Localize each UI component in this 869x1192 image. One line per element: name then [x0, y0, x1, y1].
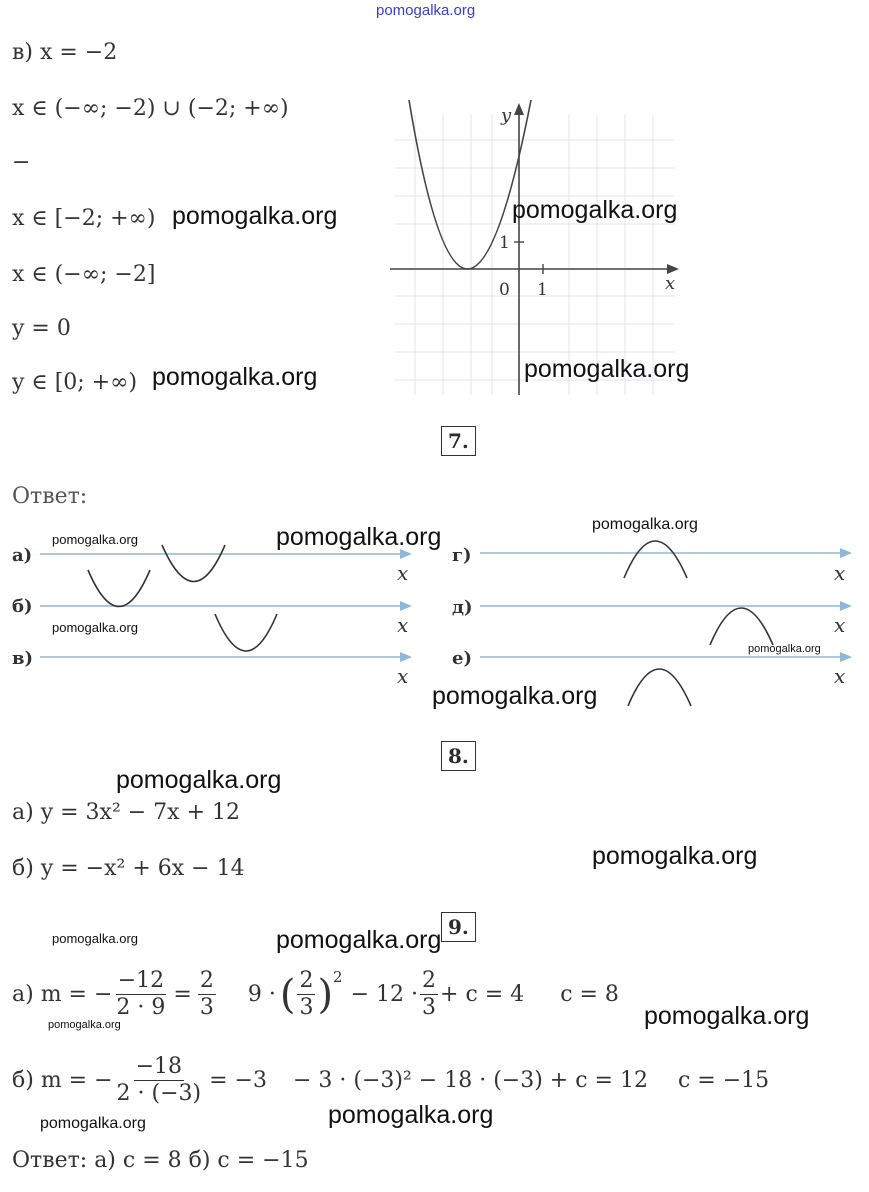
task-7-number: 7.	[441, 426, 476, 456]
task-8-number: 8.	[441, 741, 476, 771]
label-v: в)	[12, 648, 34, 669]
parabola-g	[624, 541, 687, 578]
part-v-line6: y = 0	[12, 316, 71, 341]
task-9-a-calc-mid: − 12 ·	[350, 982, 419, 1007]
task-9-a-prefix: а) m = −	[12, 982, 113, 1007]
parabola-d	[710, 608, 773, 645]
y-axis-arrow	[514, 103, 524, 115]
watermark-12: pomogalka.org	[328, 1101, 494, 1129]
x-label-v: x	[397, 664, 409, 688]
part-v-line3: −	[12, 150, 31, 175]
x-label-g: x	[834, 561, 846, 585]
task-9-a-rparen: )	[317, 971, 334, 1018]
watermark-small-1: pomogalka.org	[52, 532, 138, 547]
part-v-line4: x ∈ [−2; +∞)	[12, 206, 156, 231]
task-7-answer-label: Ответ:	[12, 484, 88, 509]
graph-grid	[395, 115, 678, 395]
task-9-b-line	[12, 1054, 769, 1107]
watermark-6: pomogalka.org	[592, 516, 698, 533]
task-9-a-paren-den: 3	[299, 995, 314, 1020]
x-axis-label: x	[665, 273, 676, 294]
task-9-a-frac1	[114, 968, 167, 1021]
task-8-b: б) y = −x² + 6x − 14	[12, 856, 245, 881]
task-9-b-frac-num: −18	[135, 1054, 183, 1079]
label-a: а)	[12, 545, 33, 566]
watermark-4: pomogalka.org	[524, 355, 690, 383]
arrow-g	[840, 548, 852, 558]
part-v-line1: в) x = −2	[12, 40, 118, 65]
parabola-v	[215, 614, 277, 651]
y-axis-label: y	[501, 105, 512, 126]
watermark-small-2: pomogalka.org	[52, 620, 138, 635]
task-9-a-paren-frac	[297, 968, 315, 1021]
watermark-small-5: pomogalka.org	[48, 1019, 121, 1031]
task-9-a-eq: =	[173, 982, 192, 1007]
task-9-a-calc-start: 9 ·	[247, 982, 276, 1007]
task-9-a-frac3-den: 3	[422, 995, 437, 1020]
parabola-b	[88, 570, 150, 607]
arrow-b	[400, 601, 412, 611]
task-9-a-frac1-num: −12	[117, 968, 165, 993]
task-9-b-calc: − 3 · (−3)² − 18 · (−3) + c = 12	[292, 1068, 648, 1093]
arrow-e	[840, 652, 852, 662]
task-9-b-result: c = −15	[677, 1068, 770, 1093]
task-9-a-pow: 2	[333, 968, 343, 986]
task-9-a-paren-num: 2	[299, 968, 314, 993]
x-label-b: x	[397, 613, 409, 637]
task-9-a-result: c = 8	[560, 982, 619, 1007]
label-d: д)	[452, 597, 473, 618]
task-9-a-frac3	[420, 968, 438, 1021]
task-9-a-frac3-num: 2	[422, 968, 437, 993]
task-9-number: 9.	[441, 912, 476, 942]
origin-label: 0	[499, 280, 510, 300]
label-e: е)	[452, 648, 472, 669]
watermark-11: pomogalka.org	[644, 1002, 810, 1030]
x-tick-label: 1	[537, 280, 548, 300]
y-tick-label: 1	[499, 233, 510, 253]
label-g: г)	[452, 545, 472, 566]
parabola-curve	[409, 100, 531, 269]
task-9-b-eq: = −3	[209, 1068, 267, 1093]
task-9-answer: Ответ: а) c = 8 б) c = −15	[12, 1148, 309, 1173]
watermark-2: pomogalka.org	[152, 363, 318, 391]
watermark-5: pomogalka.org	[276, 523, 442, 551]
watermark-small-3: pomogalka.org	[748, 643, 821, 655]
task-9-a-frac1-den: 2 · 9	[116, 995, 166, 1020]
x-label-a: x	[397, 561, 409, 585]
header-watermark: pomogalka.org	[376, 2, 476, 19]
task-9-a-frac2-num: 2	[199, 968, 214, 993]
watermark-13: pomogalka.org	[40, 1115, 146, 1132]
watermark-3: pomogalka.org	[512, 196, 678, 224]
task-9-a-frac2	[198, 968, 216, 1021]
x-label-d: x	[834, 613, 846, 637]
task-9-a-line	[12, 968, 619, 1021]
parabola-a	[162, 545, 225, 582]
task-9-a-calc-end: + c = 4	[440, 982, 525, 1007]
watermark-10: pomogalka.org	[276, 926, 442, 954]
watermark-7: pomogalka.org	[432, 682, 598, 710]
task-9-a-lparen: (	[279, 971, 296, 1018]
task-9-a-frac2-den: 3	[199, 995, 214, 1020]
arrow-v	[400, 652, 412, 662]
task-8-a: а) y = 3x² − 7x + 12	[12, 800, 241, 825]
part-v-line2: x ∈ (−∞; −2) ∪ (−2; +∞)	[12, 96, 289, 121]
watermark-1: pomogalka.org	[172, 202, 338, 230]
task-9-b-prefix: б) m = −	[12, 1068, 113, 1093]
watermark-8: pomogalka.org	[116, 766, 282, 794]
label-b: б)	[12, 596, 33, 617]
task-9-b-frac	[115, 1054, 204, 1107]
watermark-small-4: pomogalka.org	[52, 931, 138, 946]
arrow-a	[400, 549, 412, 559]
part-v-line5: x ∈ (−∞; −2]	[12, 262, 156, 287]
part-v-line7: y ∈ [0; +∞)	[12, 370, 138, 395]
watermark-9: pomogalka.org	[592, 842, 758, 870]
x-label-e: x	[834, 664, 846, 688]
task-9-b-frac-den: 2 · (−3)	[116, 1081, 202, 1106]
parabola-e	[628, 669, 691, 706]
arrow-d	[840, 601, 852, 611]
